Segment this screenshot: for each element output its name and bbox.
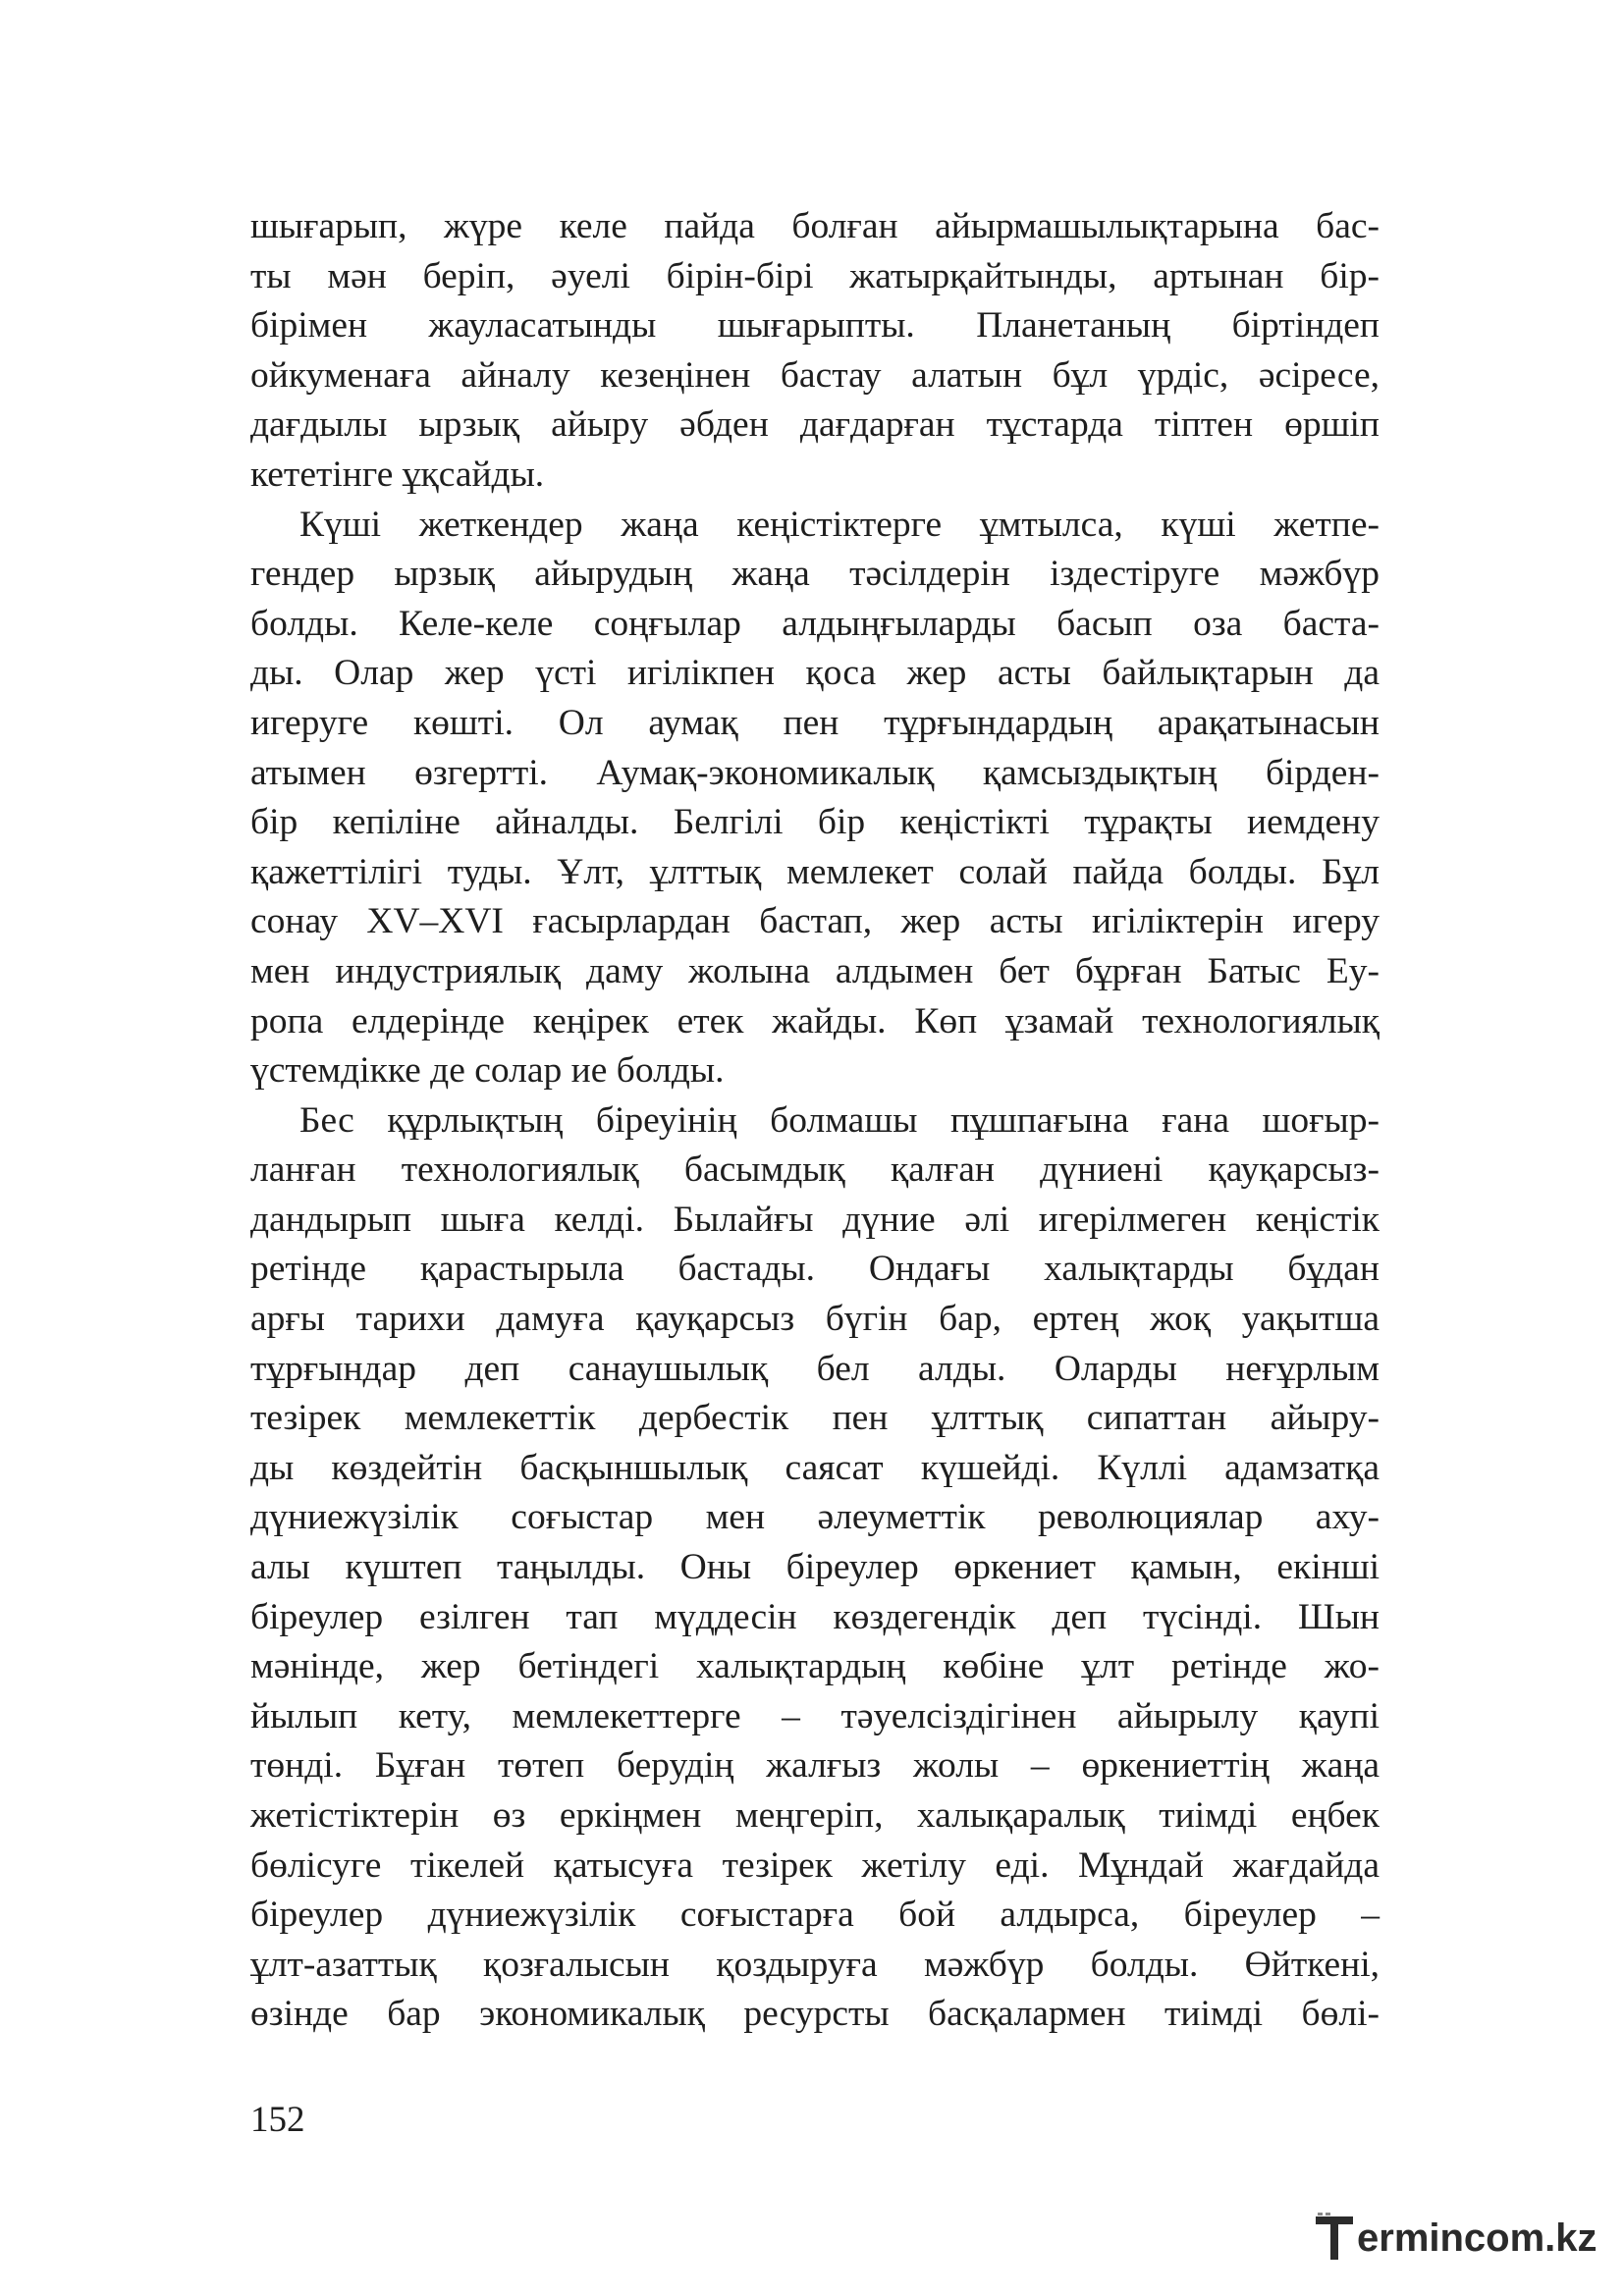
text-line: бөлісуге тікелей қатысуға тезірек жетілу еді. Мұндай жағдайда <box>250 1844 1380 1886</box>
text-line: бірімен жауласатынды шығарыпты. Планетаның біртіндеп <box>250 305 1380 347</box>
text-line: кететінге ұқсайды. <box>250 454 545 495</box>
text-line: гендер ырзық айырудың жаңа тәсілдерін іздестіруге мәжбүр <box>250 554 1380 595</box>
text-line: жетістіктерін өз еркіңмен меңгеріп, халықаралық тиімді еңбек <box>250 1795 1380 1836</box>
text-line: ланған технологиялық басымдық қалған дүниені қауқарсыз- <box>250 1149 1380 1191</box>
t-letter-logo-icon <box>1316 2213 1355 2264</box>
text-line: алы күштеп таңылды. Оны біреулер өркениет қамын, екінші <box>250 1547 1380 1588</box>
paragraph <box>250 501 1380 1096</box>
text-line: ты мән беріп, әуелі бірін-бірі жатырқайтынды, артынан бір- <box>250 255 1380 296</box>
text-line: бір кепіліне айналды. Белгілі бір кеңістікті тұрақты иемдену <box>250 802 1380 843</box>
page-number: 152 <box>250 2100 305 2140</box>
text-line: сонау XV–XVI ғасырлардан бастап, жер асты игіліктерін игеру <box>250 901 1380 942</box>
text-line: төнді. Бұған төтеп берудің жалғыз жолы – өркениеттің жаңа <box>250 1745 1380 1787</box>
text-line: мәнінде, жер бетіндегі халықтардың көбіне ұлт ретінде жо- <box>250 1646 1380 1687</box>
text-line: тезірек мемлекеттік дербестік пен ұлттық сипаттан айыру- <box>250 1398 1380 1439</box>
text-line: тұрғындар деп санаушылық бел алды. Оларды неғұрлым <box>250 1348 1380 1389</box>
text-line: үстемдікке де солар ие болды. <box>250 1050 725 1092</box>
text-line: шығарып, жүре келе пайда болған айырмашылықтарына бас- <box>250 206 1380 246</box>
text-line: арғы тарихи дамуға қауқарсыз бүгін бар, ертең жоқ уақытша <box>250 1299 1380 1340</box>
text-line: дағдылы ырзық айыру әбден дағдарған тұстарда тіптен өршіп <box>250 404 1380 446</box>
paragraph <box>250 1096 1380 2040</box>
text-line: Күші жеткендер жаңа кеңістіктерге ұмтылса, күші жетпе- <box>299 504 1380 545</box>
text-line: ойкуменаға айналу кезеңінен бастау алатын бұл үрдіс, әсіресе, <box>250 354 1380 396</box>
text-line: йылып кету, мемлекеттерге – тәуелсіздігінен айырылу қаупі <box>250 1695 1380 1736</box>
text-line: ропа елдерінде кеңірек етек жайды. Көп ұзамай технологиялық <box>250 1000 1380 1041</box>
text-line: ұлт-азаттық қозғалысын қоздыруға мәжбүр болды. Өйткені, <box>250 1944 1380 1985</box>
text-line: Бес құрлықтың біреуінің болмашы пұшпағына ғана шоғыр- <box>299 1099 1380 1141</box>
text-line: дандырып шыға келді. Былайғы дүние әлі игерілмеген кеңістік <box>250 1199 1380 1240</box>
text-line: өзінде бар экономикалық ресурсты басқалармен тиімді бөлі- <box>250 1994 1380 2035</box>
text-line: дүниежүзілік соғыстар мен әлеуметтік революциялар аху- <box>250 1497 1380 1538</box>
text-line: болды. Келе-келе соңғылар алдыңғыларды басып оза баста- <box>250 603 1380 644</box>
text-line: біреулер дүниежүзілік соғыстарға бой алдырса, біреулер – <box>250 1895 1380 1936</box>
text-line: біреулер езілген тап мүддесін көздегендік деп түсінді. Шын <box>250 1596 1380 1637</box>
text-line: ретінде қарастырыла бастады. Ондағы халықтарды бұдан <box>250 1249 1380 1290</box>
text-line: ды көздейтін басқыншылық саясат күшейді. Күллі адамзатқа <box>250 1447 1380 1488</box>
text-line: игеруге көшті. Ол аумақ пен тұрғындардың арақатынасын <box>250 702 1380 743</box>
paragraph <box>250 202 1380 501</box>
watermark-logo <box>1316 2209 1597 2268</box>
body-text <box>250 202 1380 2040</box>
watermark-text: ermincom.kz <box>1357 2216 1597 2260</box>
text-line: атымен өзгертті. Аумақ-экономикалық қамсыздықтың бірден- <box>250 752 1380 793</box>
text-line: қажеттілігі туды. Ұлт, ұлттық мемлекет солай пайда болды. Бұл <box>250 851 1380 892</box>
text-line: ды. Олар жер үсті игілікпен қоса жер асты байлықтарын да <box>250 653 1380 694</box>
text-line: мен индустриялық даму жолына алдымен бет бұрған Батыс Еу- <box>250 950 1380 991</box>
